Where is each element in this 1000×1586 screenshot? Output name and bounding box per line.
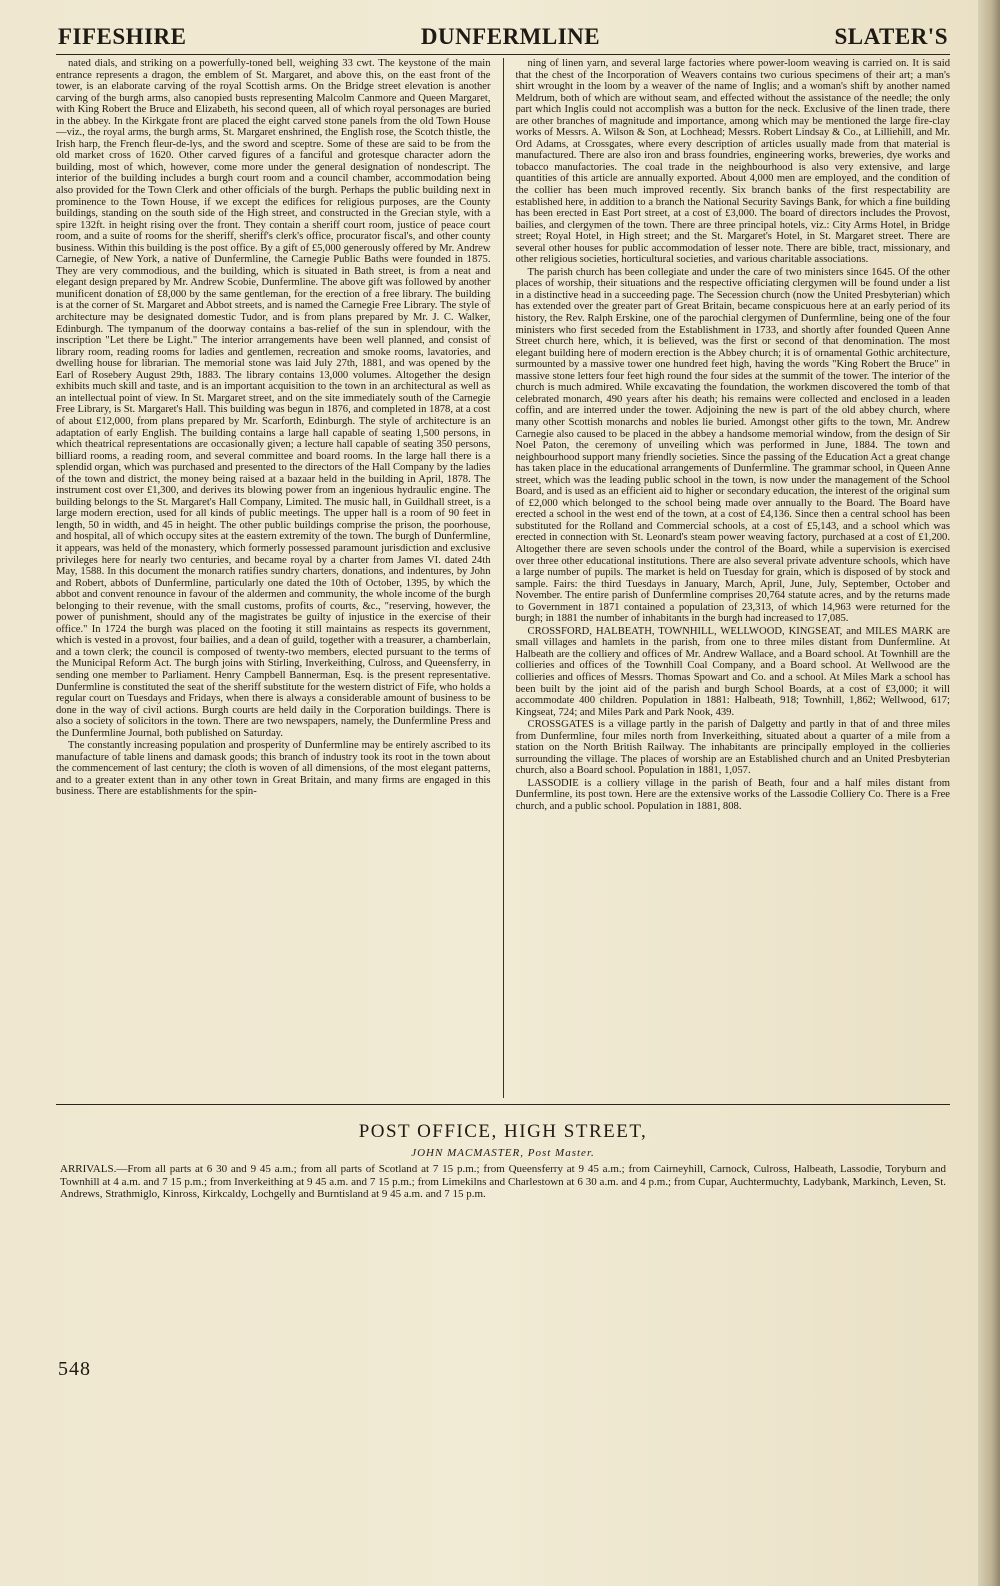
paragraph-trade: ning of linen yarn, and several large factories where power-loom weaving is carried on. It is said that the chest of the Incorporation of Weavers contains two curious specimens of their art; a man's shirt wrought in the loom by a weaver of the name of Inglis; and a woman's shift by another named Meldrum, both of which are without seam, and effected without the assistance of the needle; the only part which Inglis could not accomplish was a button for the neck. Exclusive of the linen trade, there are other branches of magnitude and importance, among which may be mentioned the large fire-clay works of Messrs. A. Wilson & Son, at Lochhead; Messrs. Robert Lindsay & Co., at Lilliehill, and Mr. Ord Adams, at Crossgates, where every description of articles usually made from that material is manufactured. There are also iron and brass foundries, engineering works, breweries, dye works and tobacco manufactories. The coal trade in the neighbourhood is also very extensive, and large quantities of this article are annually exported. About 4,000 men are employed, and the condition of the collier has been much improved recently. Six branch banks of the first respectability are established here, in addition to a branch the National Security Savings Bank, for which a fine building has been erected in East Port street, at a cost of £3,000. The board of directors includes the Provost, bailies, and clergymen of the town. There are three principal hotels, viz.: City Arms Hotel, in Bridge street; Royal Hotel, in High street; and the St. Margaret's Hotel, in St. Margaret street. There are several other houses for public accommodation of lesser note. There are bible, tract, missionary, and other religious societies, horticultural societies, and various charitable associations. <box>515 58 950 266</box>
header-county: FIFESHIRE <box>58 24 187 49</box>
running-header <box>58 22 948 52</box>
page-edge <box>978 0 1000 1586</box>
page-number: 548 <box>58 1358 91 1380</box>
paragraph-churches-schools: The parish church has been collegiate and under the care of two ministers since 1645. Of the other places of worship, their situations and the respective officiating clergymen will be found under a list in a distinctive head in a succeeding page. The Secession church (now the United Presbyterian) which has extended over the greater part of Great Britain, became conspicuous here at an early period of its history, the Rev. Ralph Erskine, one of the parochial clergymen of Dunfermline, being one of the four ministers who first seceded from the Establishment in 1733, and shortly after founded Queen Anne Street church here, which, it is believed, was the first or second of that denomination. The most elegant building here of modern erection is the Abbey church; it is of ornamental Gothic architecture, surmounted by a massive tower one hundred feet high, having the words "King Robert the Bruce" in massive stone letters four feet high round the four sides at the summit of the tower. The interior of the church is much admired. While excavating the foundation, the workmen discovered the tomb of that celebrated monarch, 490 years after his death; his remains were collected and enclosed in a leaden coffin, and are interred under the tower. Adjoining the new is part of the old abbey church, where many other Scottish monarchs and nobles lie buried. Amongst other gifts to the town, Mr. Andrew Carnegie also caused to be placed in the abbey a handsome memorial window, from the design of Sir Noel Paton, the ceremony of unveiling which was performed in June, 1884. The town and neighbourhood support many friendly societies. Since the passing of the Education Act a great change has taken place in the educational arrangements of Dunfermline. The grammar school, in Queen Anne street, which was the leading public school in the town, is now under the management of the School Board, and is used as an efficient aid to higher or secondary education, the interest of the original sum of £2,000 which belonged to the school being made over annually to the Board. The Board have erected a school in the west end of the town, at a cost of £4,136. Since then a central school has been substituted for the Rolland and Commercial schools, at a cost of £5,143, and a school which was erected in connection with St. Leonard's steam power weaving factory, purchased at a cost of £1,200. Altogether there are seven schools under the control of the Board, while a supervision is exercised over three other educational institutions. There are also several private adventure schools, which have a large number of pupils. The market is held on Tuesday for grain, which is disposed of by stock and sample. Fairs: the third Tuesdays in January, March, April, June, July, September, October and November. The entire parish of Dunfermline comprises 20,764 statute acres, and by the returns made to Government in 1871 contained a population of 23,313, of which 14,963 were returned for the burgh; in 1881 the number of inhabitants in the burgh had increased to 17,085. <box>515 266 950 625</box>
post-office-title: POST OFFICE, HIGH STREET, <box>358 1121 648 1142</box>
paragraph-crossgates: CROSSGATES is a village partly in the parish of Dalgetty and partly in that of and three miles from Dunfermline, four miles north from Inverkeithing, situated about a quarter of a mile from a station on the North British Railway. The inhabitants are principally employed in the collieries surrounding the village. The places of worship are an Established church and an United Presbyterian church, also a Board school. Population in 1881, 1,057. <box>515 719 950 777</box>
left-column <box>56 58 491 1098</box>
paragraph-manufactures: The constantly increasing population and prosperity of Dunfermline may be entirely ascribed to its manufacture of table linens and damask goods; this branch of industry took its root in the town about the commencement of last century; the cloth is woven of all dimensions, of the most elegant patterns, and to a greater extent than in any other town in Great Britain, and many firms are engaged in this business. There are establishments for the spin- <box>56 740 491 798</box>
post-master: JOHN MACMASTER, Post Master. <box>411 1147 595 1159</box>
paragraph-public-buildings: nated dials, and striking on a powerfully-toned bell, weighing 33 cwt. The keystone of the main entrance represents a dragon, the emblem of St. Margaret, and above this, on the east front of the tower, is an elaborate carving of the royal Scottish arms. On the Bridge street elevation is another carving of the burgh arms, also canopied busts representing Malcolm Canmore and Queen Margaret, with King Robert the Bruce and Elizabeth, his second queen, all of which royal personages are buried in the abbey. In the Kirkgate front are placed the eight carved stone panels from the old Town House—viz., the royal arms, the burgh arms, St. Margaret enshrined, the English rose, the Scotch thistle, the Irish harp, the French fleur-de-lys, and the sword and sceptre. Some of these are said to be from the old market cross of 1620. Other carved figures of a fanciful and grotesque character adorn the building, most of which, however, come more under the general designation of nondescript. The interior of the building includes a burgh court room and a council chamber, accommodation being also provided for the Town Clerk and other officials of the burgh. Perhaps the public building next in prominence to the Town House, if we except the edifices for religious purposes, are the County buildings, standing on the south side of the High street, and constructed in the Grecian style, with a spire 132ft. in height rising over the front. They contain a sheriff court room, justice of peace court room, and a suite of rooms for the sheriff, sheriff's clerk's office, procurator fiscal's, and other county business. Within this building is the post office. By a gift of £5,000 generously offered by Mr. Andrew Carnegie, of New York, a native of Dunfermline, the Carnegie Public Baths were founded in 1875. They are very commodious, and the building, which is situated in Bath street, is from a neat and elegant design prepared by Mr. Andrew Scobie, Dunfermline. The above gift was followed by another munificent donation of £8,000 by the same gentleman, for the erection of a free library. The building is at the corner of St. Margaret and Abbot streets, and is named the Carnegie Free Library. The style of architecture may be designated domestic Tudor, and is from plans prepared by Mr. J. C. Walker, Edinburgh. The tympanum of the doorway contains a bas-relief of the sun in splendour, with the inscription "Let there be Light." The interior arrangements have been well planned, and consist of library room, reading rooms for ladies and gentlemen, recreation and smoke rooms, lavatories, and dwelling house for librarian. The memorial stone was laid July 27th, 1881, and was opened by the Earl of Rosebery August 29th, 1883. The library contains 13,000 volumes. Altogether the design exhibits much skill and taste, and is an important acquisition to the town in an architectural as well as an intellectual point of view. In St. Margaret street, and on the site immediately south of the Carnegie Free Library, is St. Margaret's Hall. This building was begun in 1876, and completed in 1878, at a cost of about £12,000, from plans prepared by Mr. Scarforth, Edinburgh. The style of architecture is an adaptation of early English. The building contains a large hall capable of seating 1,500 persons, in which theatrical representations are occasionally given; a lecture hall capable of seating 350 persons, billiard rooms, a reading room, and several committee and board rooms. In the large hall there is a splendid organ, which was purchased and presented to the directors of the Hall Company by the ladies of the town and district, the money being raised at a bazaar held in the building in April, 1878. The instrument cost over £1,300, and derives its blowing power from an ingenious hydraulic engine. The building belongs to the St. Margaret's Hall Company, Limited. The music hall, in Guildhall street, is a large modern erection, used for all kinds of public meetings. The upper hall is a room of 90 feet in length, 50 in width, and 45 in height. The other public buildings comprise the prison, the poorhouse, and hospital, all of which occupy sites at the eastern extremity of the town. The burgh of Dunfermline, it appears, was held of the monastery, which formerly possessed paramount jurisdiction and exclusive privileges here for nearly two centuries, and became royal by a charter from James VI. dated 24th May, 1588. In this document the monarch ratifies sundry charters, donations, and indentures, by John and Robert, abbots of Dunfermline, particularly one dated the 10th of October, 1395, by which the abbot and convent renounce in favour of the aldermen and community, the whole income of the burgh belonging to their revenue, with the small customs, profits of courts, &c., "reserving, however, the power of punishment, should any of the magistrates be guilty of injustice in the exercise of their office." In 1724 the burgh was placed on the footing it still maintains as respects its government, which is vested in a provost, four bailies, and a dean of guild, together with a treasurer, a chamberlain, and a town clerk; the council is composed of twenty-two members, elected pursuant to the terms of the Municipal Reform Act. The burgh joins with Stirling, Inverkeithing, Culross, and Queensferry, in sending one member to Parliament. Henry Campbell Bannerman, Esq. is the present representative. Dunfermline is constituted the seat of the sheriff substitute for the western district of Fife, who holds a regular court on Tuesdays and Fridays, when there is always a considerable amount of business to be done in the way of civil actions. Burgh courts are held daily in the Corporation buildings. There is also a society of solicitors in the town. There are two newspapers, namely, the Dunfermline Press and the Dunfermline Journal, both published on Saturday. <box>56 58 491 739</box>
header-town: DUNFERMLINE <box>420 24 601 49</box>
text-columns <box>56 58 950 1098</box>
right-column <box>516 58 951 1098</box>
header-rule <box>56 54 950 55</box>
paragraph-villages: CROSSFORD, HALBEATH, TOWNHILL, WELLWOOD, KINGSEAT, and MILES MARK are small villages and hamlets in the parish, from one to three miles distant from Dunfermline. At Halbeath are the colliery and offices of Mr. Andrew Wallace, and a Board school. At Townhill are the collieries and offices of the Townhill Coal Company, and a Board school. At Wellwood are the collieries and offices of Messrs. Thomas Spowart and Co. and a school. At Miles Mark a school has been built by the joint aid of the parish and burgh School Boards, at a cost of £3,000; it will accommodate 400 children. Population in 1881: Halbeath, 918; Townhill, 1,862; Wellwood, 617; Kingseat, 724; and Miles Park and Park Nook, 439. <box>515 625 950 718</box>
column-divider <box>503 58 504 1098</box>
header-publisher: SLATER'S <box>834 24 948 49</box>
paragraph-lassodie: LASSODIE is a colliery village in the parish of Beath, four and a half miles distant from Dunfermline, its post town. Here are the extensive works of the Lassodie Colliery Co. There is a Free church, and a public school. Population in 1881, 808. <box>515 777 950 812</box>
post-arrivals: ARRIVALS.—From all parts at 6 30 and 9 45 a.m.; from all parts of Scotland at 7 15 p.m.; from Queensferry at 9 45 a.m.; from Cairneyhill, Carnock, Culross, Halbeath, Lassodie, Toryburn and Townhill at 4 a.m. and 7 15 p.m.; from Inverkeithing at 9 45 a.m. and 7 15 p.m.; from Limekilns and Charlestown at 6 30 a.m. and 4 p.m.; from Cupar, Auchtermuchty, Ladybank, Markinch, Leven, St. Andrews, Strathmiglo, Kinross, Kirkcaldy, Lochgelly and Burntisland at 9 45 a.m. and 7 15 p.m. <box>60 1163 946 1200</box>
post-office-section <box>56 1104 950 1201</box>
